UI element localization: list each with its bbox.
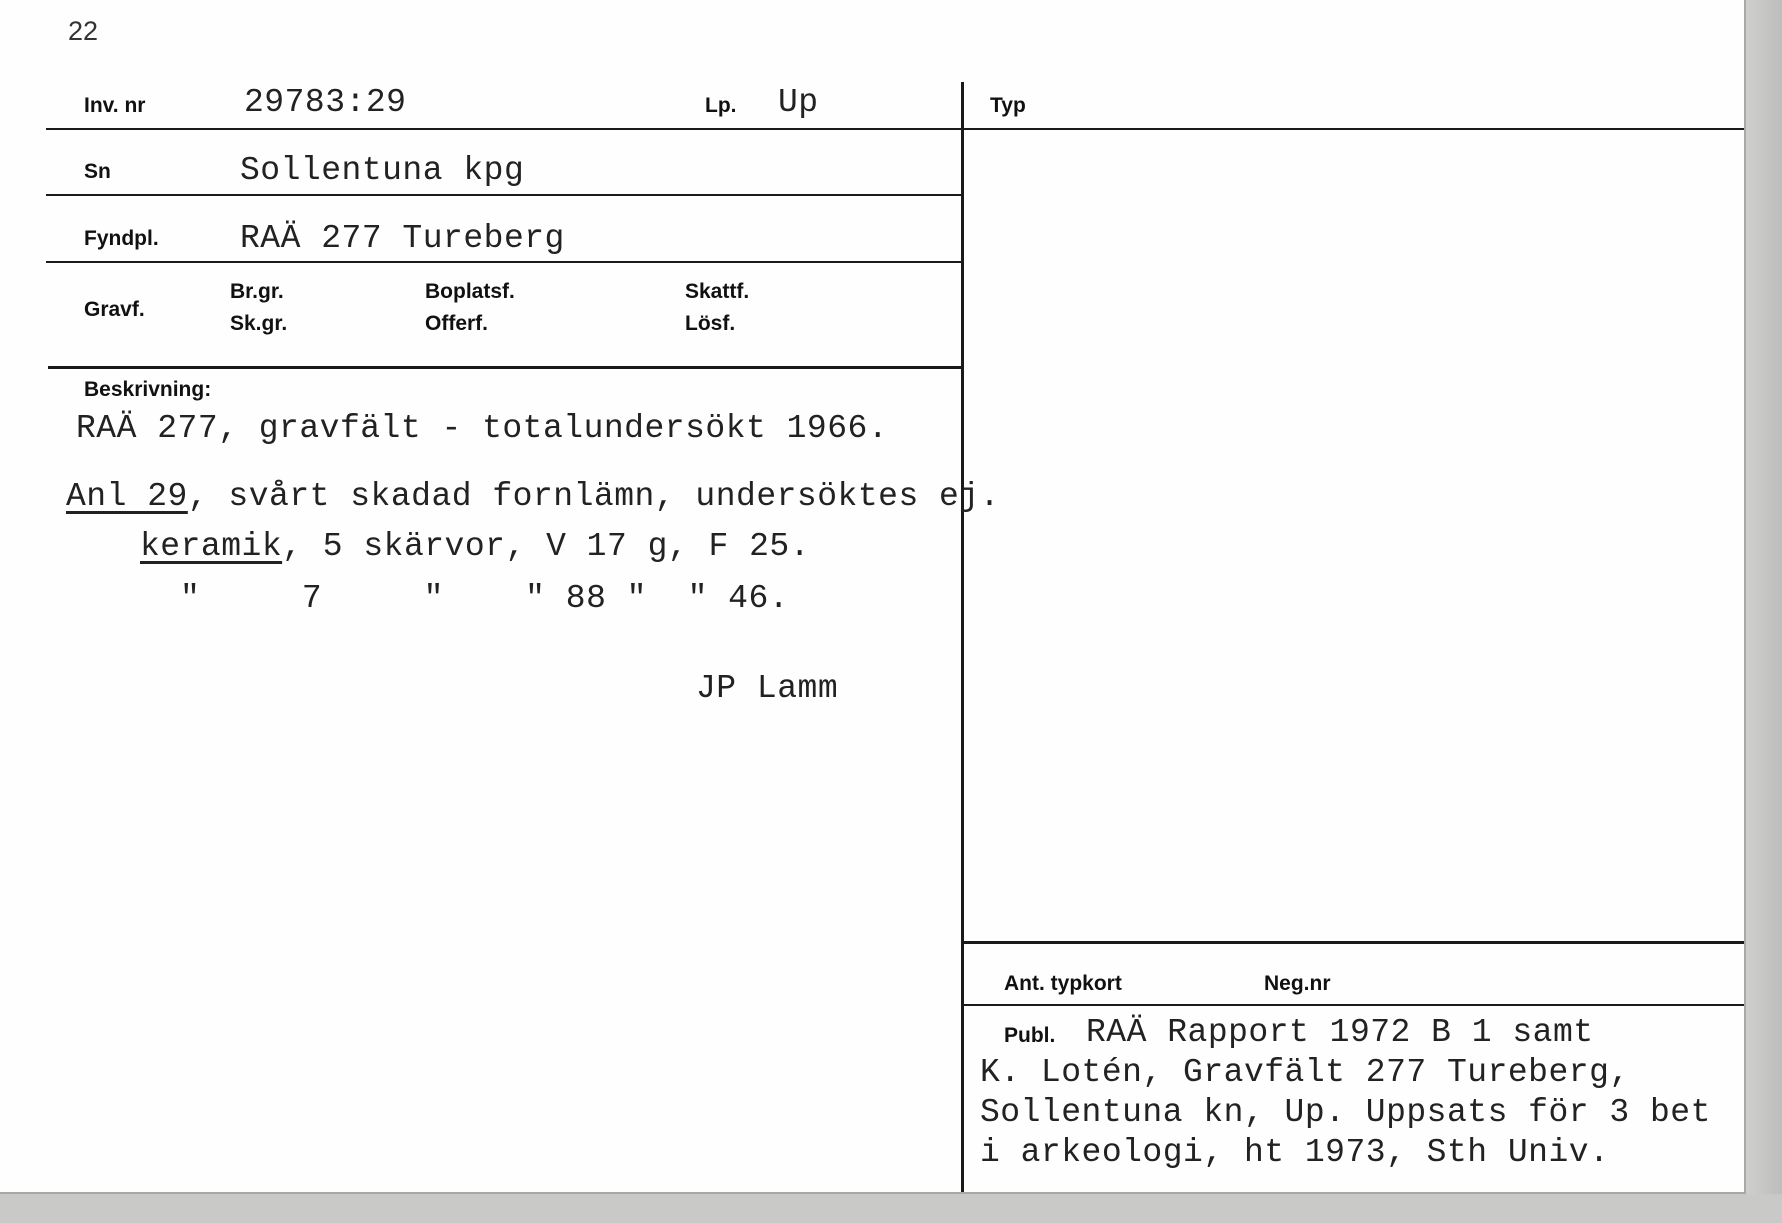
- rule-fyndpl: [46, 261, 962, 263]
- description-line-1: RAÄ 277, gravfält - totalundersökt 1966.: [76, 410, 889, 447]
- rule-sn: [46, 194, 962, 196]
- scanner-bottom-strip: [0, 1194, 1782, 1223]
- offerf-label: Offerf.: [425, 312, 488, 335]
- skattf-label: Skattf.: [685, 280, 750, 303]
- ant-typkort-label: Ant. typkort: [1004, 972, 1122, 995]
- fyndpl-value: RAÄ 277 Tureberg: [240, 220, 565, 257]
- publication-line-3: Sollentuna kn, Up. Uppsats för 3 bet: [980, 1094, 1711, 1131]
- neg-nr-label: Neg.nr: [1264, 972, 1331, 995]
- sn-label: Sn: [84, 160, 111, 183]
- sk-gr-label: Sk.gr.: [230, 312, 288, 335]
- sn-value: Sollentuna kpg: [240, 152, 525, 189]
- keramik-text: , 5 skärvor, V 17 g, F 25.: [282, 528, 811, 565]
- losf-label: Lösf.: [685, 312, 736, 335]
- rule-gravf: [48, 366, 962, 369]
- beskrivning-label: Beskrivning:: [84, 378, 212, 401]
- rule-typ-bottom: [962, 941, 1744, 944]
- publication-line-1: RAÄ Rapport 1972 B 1 samt: [1086, 1014, 1594, 1051]
- description-line-2: [66, 478, 1000, 515]
- rule-inv: [46, 128, 1744, 130]
- anl-number: Anl 29: [66, 478, 188, 515]
- keramik-word: keramik: [140, 528, 283, 565]
- vertical-divider: [961, 82, 964, 1192]
- rule-antyp: [962, 1004, 1744, 1006]
- signature: JP Lamm: [696, 670, 839, 707]
- inv-nr-value: 29783:29: [244, 84, 407, 121]
- gravf-label: Gravf.: [84, 298, 145, 321]
- publ-label: Publ.: [1004, 1024, 1056, 1047]
- fyndpl-label: Fyndpl.: [84, 227, 159, 250]
- description-line-3: [140, 528, 810, 565]
- boplatsf-label: Boplatsf.: [425, 280, 515, 303]
- typ-label: Typ: [990, 94, 1026, 117]
- lp-label: Lp.: [705, 94, 737, 117]
- publication-line-4: i arkeologi, ht 1973, Sth Univ.: [980, 1134, 1610, 1171]
- card-right-edge: [1746, 0, 1782, 1223]
- lp-value: Up: [778, 84, 819, 121]
- br-gr-label: Br.gr.: [230, 280, 284, 303]
- anl-text: , svårt skadad fornlämn, undersöktes ej.: [187, 478, 1000, 515]
- inv-nr-label: Inv. nr: [84, 94, 146, 117]
- publication-line-2: K. Lotén, Gravfält 277 Tureberg,: [980, 1054, 1630, 1091]
- description-line-4: " 7 " " 88 " " 46.: [180, 580, 790, 617]
- card-number: 22: [68, 16, 99, 46]
